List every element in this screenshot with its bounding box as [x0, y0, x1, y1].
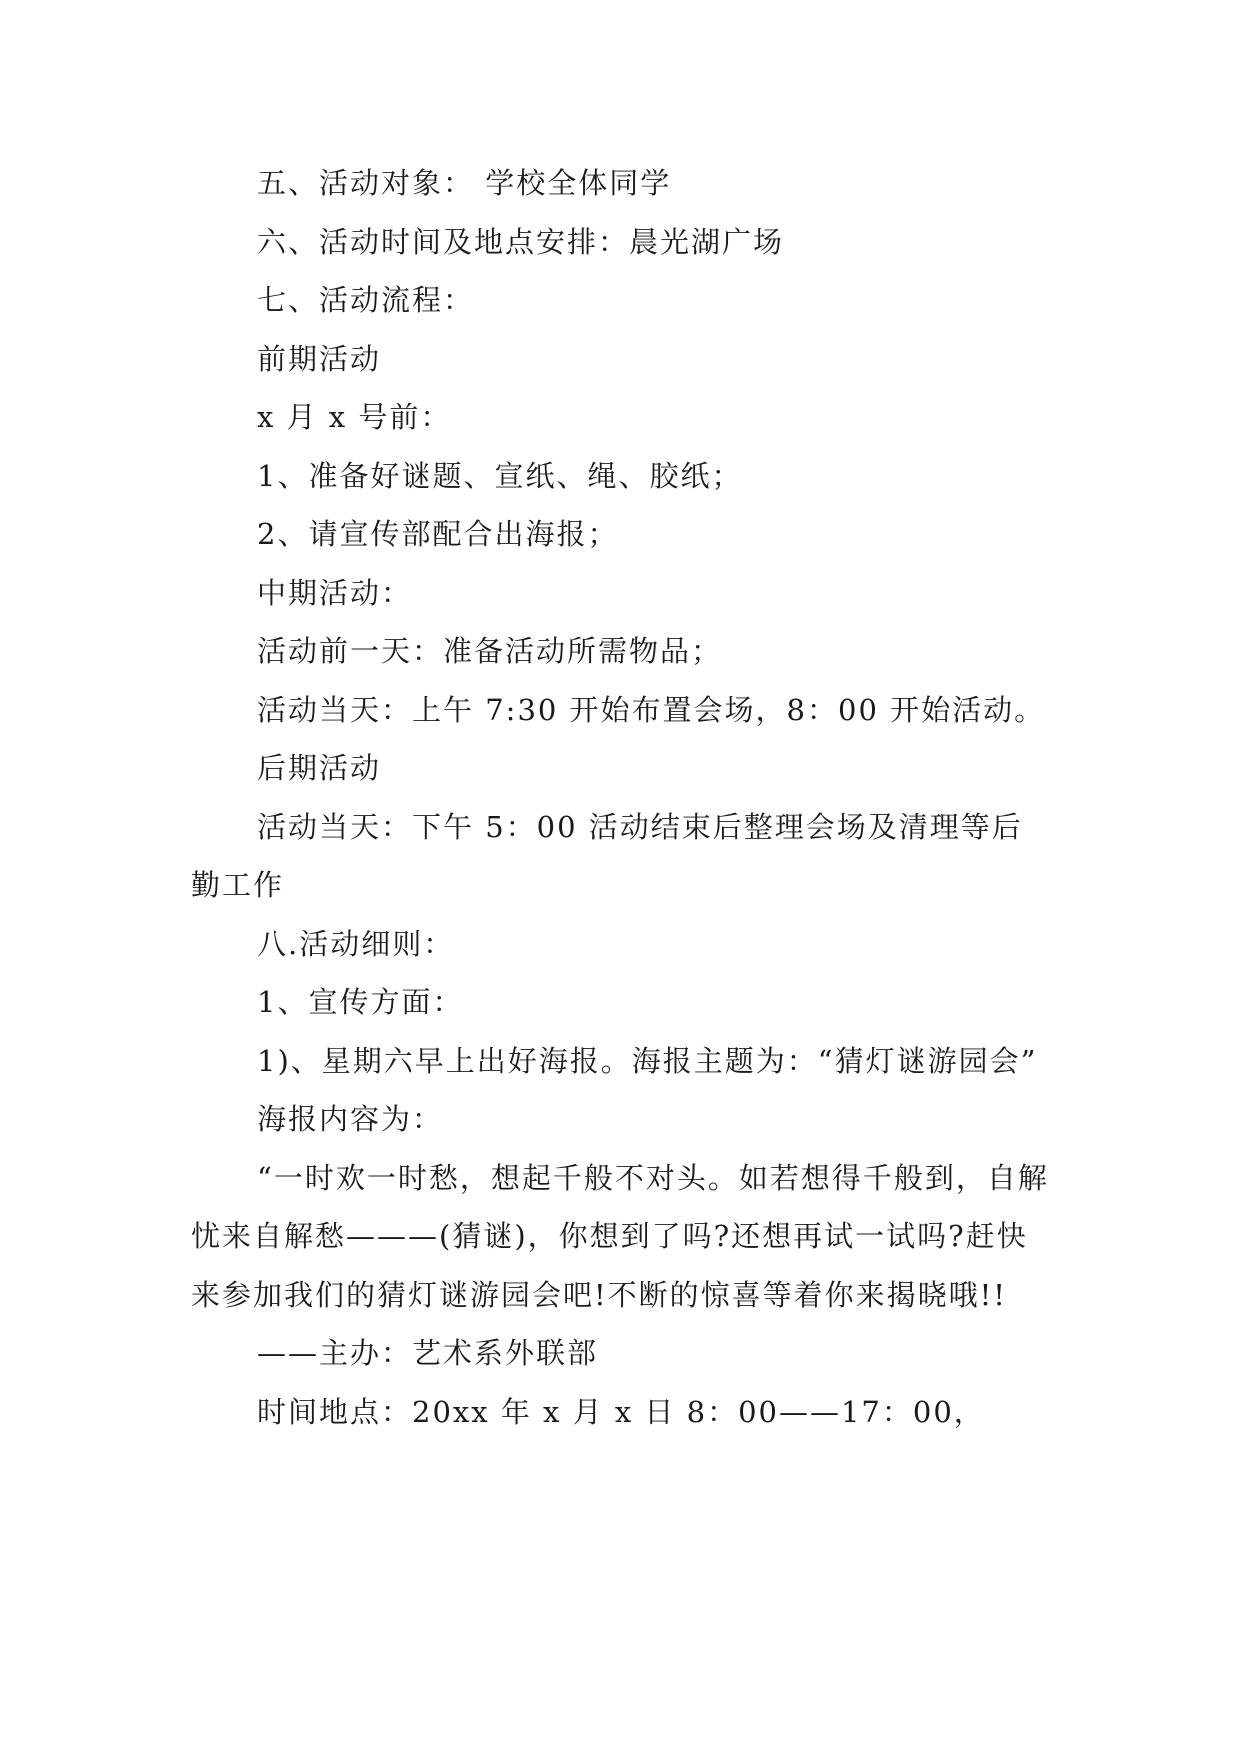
- poster-theme: 1)、星期六早上出好海报。海报主题为：“猜灯谜游园会”: [257, 1043, 1038, 1078]
- section-eight-details: 八.活动细则：: [257, 926, 455, 961]
- organizer-line: ——主办：艺术系外联部: [257, 1336, 599, 1370]
- late-stage-heading: 后期活动: [257, 751, 382, 785]
- mid-stage-day-of: 活动当天：上午 7:30 开始布置会场，8：00 开始活动。: [257, 692, 1046, 727]
- section-five-target: 五、活动对象： 学校全体同学: [257, 166, 672, 200]
- publicity-heading: 1、宣传方面：: [257, 985, 464, 1019]
- document-body: [191, 154, 1051, 1441]
- section-six-time-place: 六、活动时间及地点安排：晨光湖广场: [257, 224, 785, 259]
- late-stage-cleanup: 活动当天：下午 5：00 活动结束后整理会场及清理等后勤工作: [191, 809, 1023, 902]
- poster-text: “一时欢一时愁，想起千般不对头。如若想得千般到，自解忧来自解愁———(猜谜)，你想到了吗?还想再试一试吗?赶快来参加我们的猜灯谜游园会吧!不断的惊喜等着你来揭晓哦!!: [191, 1160, 1049, 1312]
- early-stage-item-1: 1、准备好谜题、宣纸、绳、胶纸；: [257, 458, 743, 493]
- poster-content-label: 海报内容为：: [257, 1102, 444, 1136]
- mid-stage-heading: 中期活动：: [257, 575, 413, 610]
- early-stage-item-2: 2、请宣传部配合出海报；: [257, 517, 619, 551]
- time-place-line: 时间地点：20xx 年 x 月 x 日 8：00——17：00，: [257, 1394, 985, 1429]
- early-stage-deadline: x 月 x 号前：: [257, 400, 452, 434]
- early-stage-heading: 前期活动: [257, 341, 382, 376]
- mid-stage-day-before: 活动前一天：准备活动所需物品；: [257, 634, 723, 668]
- section-seven-flow: 七、活动流程：: [257, 283, 475, 317]
